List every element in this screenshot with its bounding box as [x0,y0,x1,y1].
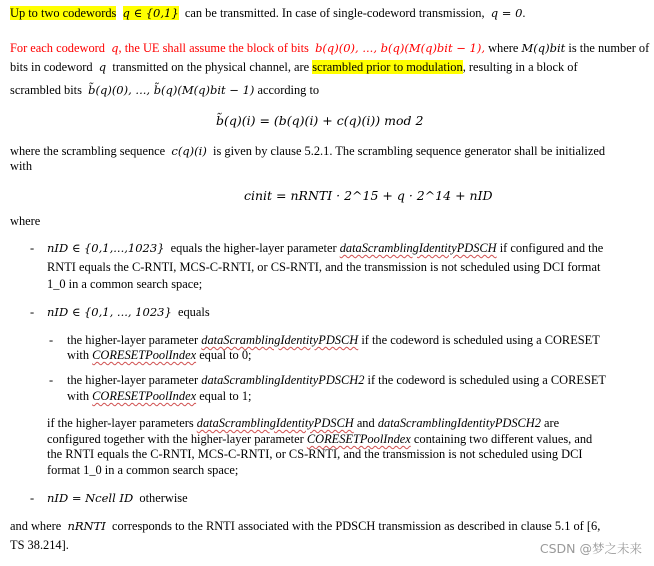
equation-cinit [244,187,493,206]
para-line1 [47,415,559,433]
para-p1: dataScramblingIdentityPDSCH [196,416,354,430]
sub1-a: the higher-layer parameter [67,333,199,347]
sub2-line2 [67,388,252,406]
bullet1-line1 [47,240,603,258]
sub2-param2: CORESETPoolIndex [92,389,197,403]
scrambled-highlight: scrambled prior to modulation [312,60,463,74]
line2-q: q [98,60,107,74]
intro-rest: can be transmitted. In case of single-codeword transmission, [184,6,485,20]
red-mbit: M(q)bit [521,41,566,55]
eq-scramble-text: b̃(q)(i) = (b(q)(i) + c(q)(i)) mod 2 [216,113,424,128]
closing-nrnti: nRNTI [67,519,106,533]
where-label [10,213,40,231]
q-set: q ∈ {0,1} [122,6,179,20]
seq-b: is given by clause 5.2.1. The scrambling sequence generator shall be initialized [213,144,606,158]
seq-cq: c(q)(i) [171,144,207,158]
seq-a: where the scrambling sequence [10,144,166,158]
b1-a: equals the higher-layer parameter [170,241,337,255]
red-part2: , the UE shall assume the block of bits [118,41,309,55]
bullet2-line [47,304,210,322]
red-part1: For each codeword [10,41,105,55]
para-line2-b: containing two different values, and [413,432,593,446]
para-line2-p: CORESETPoolIndex [306,432,411,446]
line2-a: bits in codeword [10,60,93,74]
line2-b: transmitted on the physical channel, are [112,60,310,74]
sub1-line2 [67,347,252,365]
para-line4-text: format 1_0 in a common search space; [47,463,239,477]
sub-dash-1: - [49,333,54,347]
para-a: if the higher-layer parameters [47,416,194,430]
closing-b: corresponds to the RNTI associated with the PDSCH transmission as described in clause 5.1 of [6, [112,519,601,533]
intro-highlight: Up to two codewords [10,6,117,20]
closing-a: and where [10,519,62,533]
para-line3-text: the RNTI equals the C-RNTI, MCS-C-RNTI, or CS-RNTI, and the transmission is not scheduled using DCI [47,447,583,461]
closing-line1 [10,518,600,536]
sub1-b: if the codeword is scheduled using a CORESET [361,333,600,347]
bullet1-line2 [47,259,600,277]
where-text: where [10,214,41,228]
sub1-param: dataScramblingIdentityPDSCH [201,333,359,347]
bullet-dash-3: - [30,491,35,505]
para-c: are [544,416,560,430]
line3-a: scrambled bits [10,83,82,97]
b2-math: nID ∈ {0,1, ..., 1023} [47,305,172,319]
sub2-d: equal to 1; [199,389,252,403]
b1-b: if configured and the [499,241,604,255]
red-line-1 [10,40,649,58]
red-q: q [111,41,119,55]
seq-c: with [10,159,33,173]
red-part4: is the number of [568,41,650,55]
scrambled-bits: b̃(q)(0), ..., b̃(q)(M(q)bit − 1) [88,83,255,97]
sub1-c: with [67,348,90,362]
bullet1-line3 [47,276,202,294]
sub-dash-2: - [49,373,54,387]
eq-cinit-text: cinit = nRNTI · 2^15 + q · 2^14 + nID [244,188,493,203]
seq-line-2 [10,158,32,176]
sub2-line1 [67,372,606,390]
para-line4 [47,462,238,480]
line3-b: according to [257,83,320,97]
b3-math: nID = Ncell ID [47,491,134,505]
b2-a: equals [177,305,210,319]
para-line3 [47,446,583,464]
q-zero: q = 0 [490,6,523,20]
b1-line3: 1_0 in a common search space; [47,277,203,291]
red-where: where [488,41,519,55]
closing-c: TS 38.214]. [10,538,69,552]
intro-period: . [522,6,526,20]
equation-scramble [216,112,423,131]
red-bits: b(q)(0), ..., b(q)(M(q)bit − 1), [315,41,485,55]
b3-a: otherwise [139,491,188,505]
para-b: and [356,416,375,430]
intro-line [10,5,526,23]
sub2-c: with [67,389,90,403]
b1-line2: RNTI equals the C-RNTI, MCS-C-RNTI, or CS-RNTI, and the transmission is not scheduled using DCI format [47,260,601,274]
bullet-dash-2: - [30,305,35,319]
bullet3-line [47,490,188,508]
b1-param: dataScramblingIdentityPDSCH [339,241,497,255]
b1-math: nID ∈ {0,1,...,1023} [47,241,165,255]
watermark: CSDN @梦之未来 [539,541,642,557]
sub2-param: dataScramblingIdentityPDSCH2 [201,373,365,387]
closing-line2 [10,537,69,555]
sub1-param2: CORESETPoolIndex [92,348,197,362]
para-p2: dataScramblingIdentityPDSCH2 [377,416,541,430]
para-line2-a: configured together with the higher-layer parameter [47,432,304,446]
sub2-a: the higher-layer parameter [67,373,199,387]
red-line-2 [10,59,578,77]
seq-line-1 [10,143,605,161]
bullet-dash-1: - [30,241,35,255]
sub1-d: equal to 0; [199,348,252,362]
line2-c: , resulting in a block of [462,60,578,74]
red-line-3 [10,82,319,100]
sub2-b: if the codeword is scheduled using a CORESET [367,373,606,387]
